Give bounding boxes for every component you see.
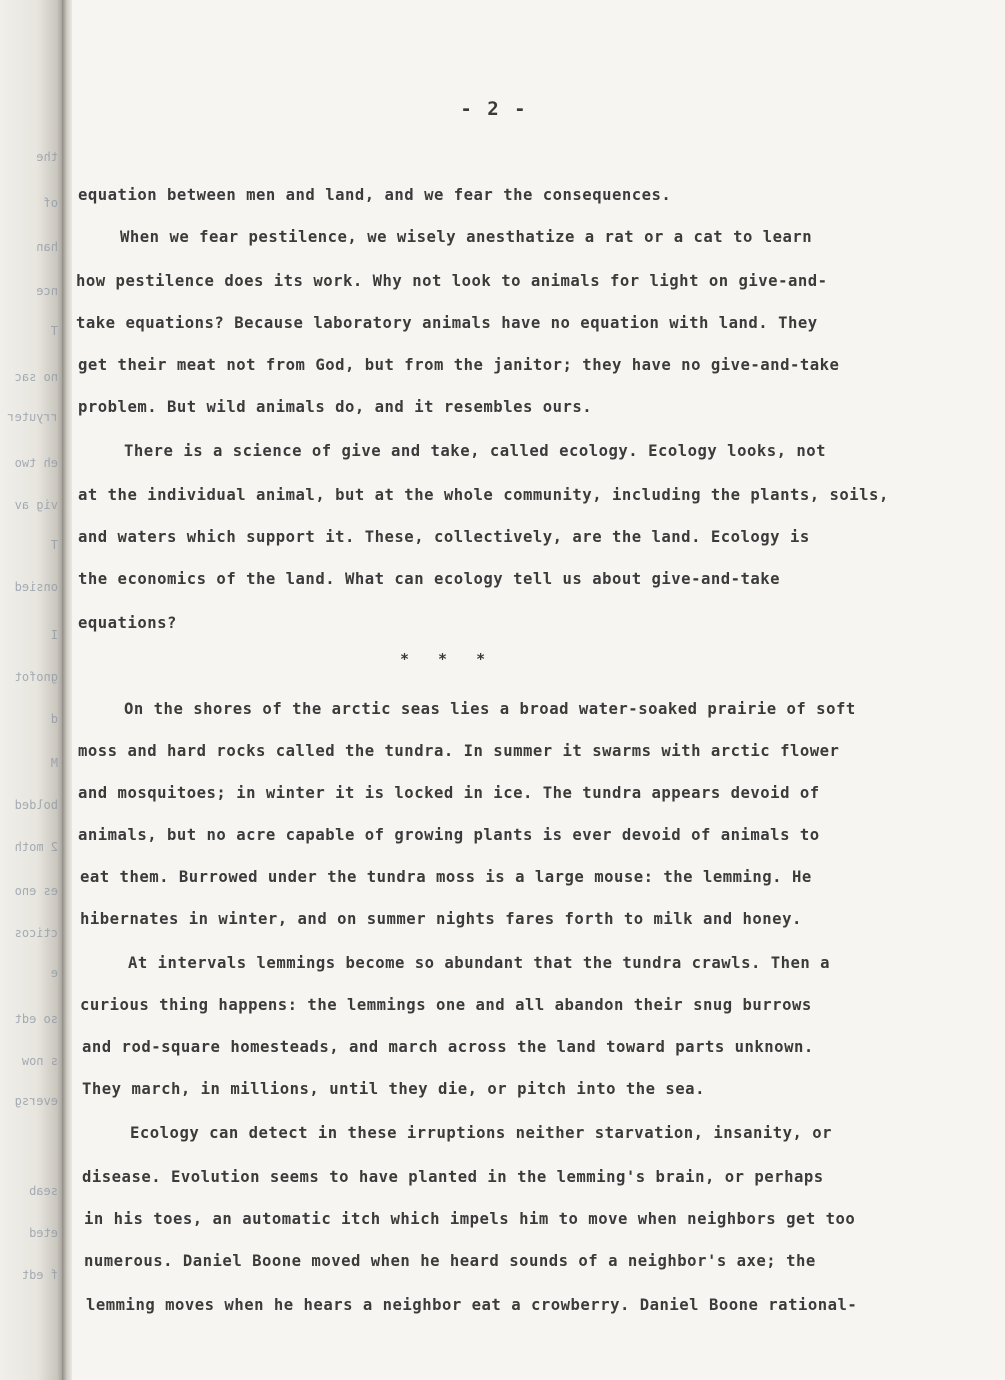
bleed-through-text: e — [50, 966, 58, 980]
text-line: There is a science of give and take, called ecology. Ecology looks, not — [124, 442, 827, 460]
bleed-through-text: eh two — [14, 456, 58, 470]
text-line: and rod-square homesteads, and march across the land toward parts unknown. — [82, 1038, 814, 1056]
bleed-through-text: seab — [29, 1184, 58, 1198]
bleed-through-text: gnofot — [14, 670, 58, 684]
text-line: how pestilence does its work. Why not look to animals for light on give-and- — [76, 272, 828, 290]
bleed-through-text: nce — [36, 284, 58, 298]
text-line: equation between men and land, and we fear the consequences. — [78, 186, 672, 204]
bleed-through-text: I — [50, 628, 58, 642]
text-line: They march, in millions, until they die, or pitch into the sea. — [82, 1080, 705, 1098]
facing-page-gutter — [0, 0, 62, 1380]
text-line: problem. But wild animals do, and it resembles ours. — [78, 398, 593, 416]
bleed-through-text: rryuter — [7, 410, 58, 424]
bleed-through-text: the — [36, 150, 58, 164]
page-number: - 2 - — [460, 98, 528, 120]
book-spine-shadow — [62, 0, 72, 1380]
text-line: animals, but no acre capable of growing plants is ever devoid of animals to — [78, 826, 820, 844]
bleed-through-text: es eno — [14, 884, 58, 898]
bleed-through-text: eversg — [14, 1094, 58, 1108]
bleed-through-text: han — [36, 240, 58, 254]
text-line: at the individual animal, but at the whole community, including the plants, soils, — [78, 486, 889, 504]
text-line: moss and hard rocks called the tundra. In summer it swarms with arctic flower — [78, 742, 840, 760]
bleed-through-text: of — [43, 196, 58, 210]
text-line: On the shores of the arctic seas lies a broad water-soaked prairie of soft — [124, 700, 856, 718]
text-line: the economics of the land. What can ecology tell us about give-and-take — [78, 570, 781, 588]
text-line: and mosquitoes; in winter it is locked in ice. The tundra appears devoid of — [78, 784, 820, 802]
bleed-through-text: cticos — [14, 926, 58, 940]
bleed-through-text: so edt — [14, 1012, 58, 1026]
text-line: equations? — [78, 614, 177, 632]
text-line: hibernates in winter, and on summer nights fares forth to milk and honey. — [80, 910, 802, 928]
bleed-through-text: T — [50, 538, 58, 552]
bleed-through-text: onsied — [14, 580, 58, 594]
text-line: disease. Evolution seems to have planted in the lemming's brain, or perhaps — [82, 1168, 824, 1186]
bleed-through-text: s now — [21, 1054, 58, 1068]
text-line: Ecology can detect in these irruptions neither starvation, insanity, or — [130, 1124, 833, 1142]
bleed-through-text: T — [50, 324, 58, 338]
typescript-page — [72, 0, 1005, 1380]
text-line: take equations? Because laboratory animals have no equation with land. They — [76, 314, 818, 332]
text-line: and waters which support it. These, collectively, are the land. Ecology is — [78, 528, 810, 546]
text-line: get their meat not from God, but from the janitor; they have no give-and-take — [78, 356, 840, 374]
text-line: lemming moves when he hears a neighbor eat a crowberry. Daniel Boone rational- — [86, 1296, 858, 1314]
bleed-through-text: M — [50, 756, 58, 770]
text-line: eat them. Burrowed under the tundra moss is a large mouse: the lemming. He — [80, 868, 812, 886]
bleed-through-text: no sac — [14, 370, 58, 384]
bleed-through-text: eted — [29, 1226, 58, 1240]
text-line: numerous. Daniel Boone moved when he heard sounds of a neighbor's axe; the — [84, 1252, 816, 1270]
section-separator: * * * — [400, 650, 496, 668]
bleed-through-text: 2 moth — [14, 840, 58, 854]
bleed-through-text: bolded — [14, 798, 58, 812]
text-line: When we fear pestilence, we wisely anesthatize a rat or a cat to learn — [120, 228, 813, 246]
bleed-through-text: f edt — [21, 1268, 58, 1282]
text-line: At intervals lemmings become so abundant that the tundra crawls. Then a — [128, 954, 831, 972]
bleed-through-text: d — [50, 712, 58, 726]
bleed-through-text: vig av — [14, 498, 58, 512]
text-line: in his toes, an automatic itch which impels him to move when neighbors get too — [84, 1210, 856, 1228]
text-line: curious thing happens: the lemmings one and all abandon their snug burrows — [80, 996, 812, 1014]
